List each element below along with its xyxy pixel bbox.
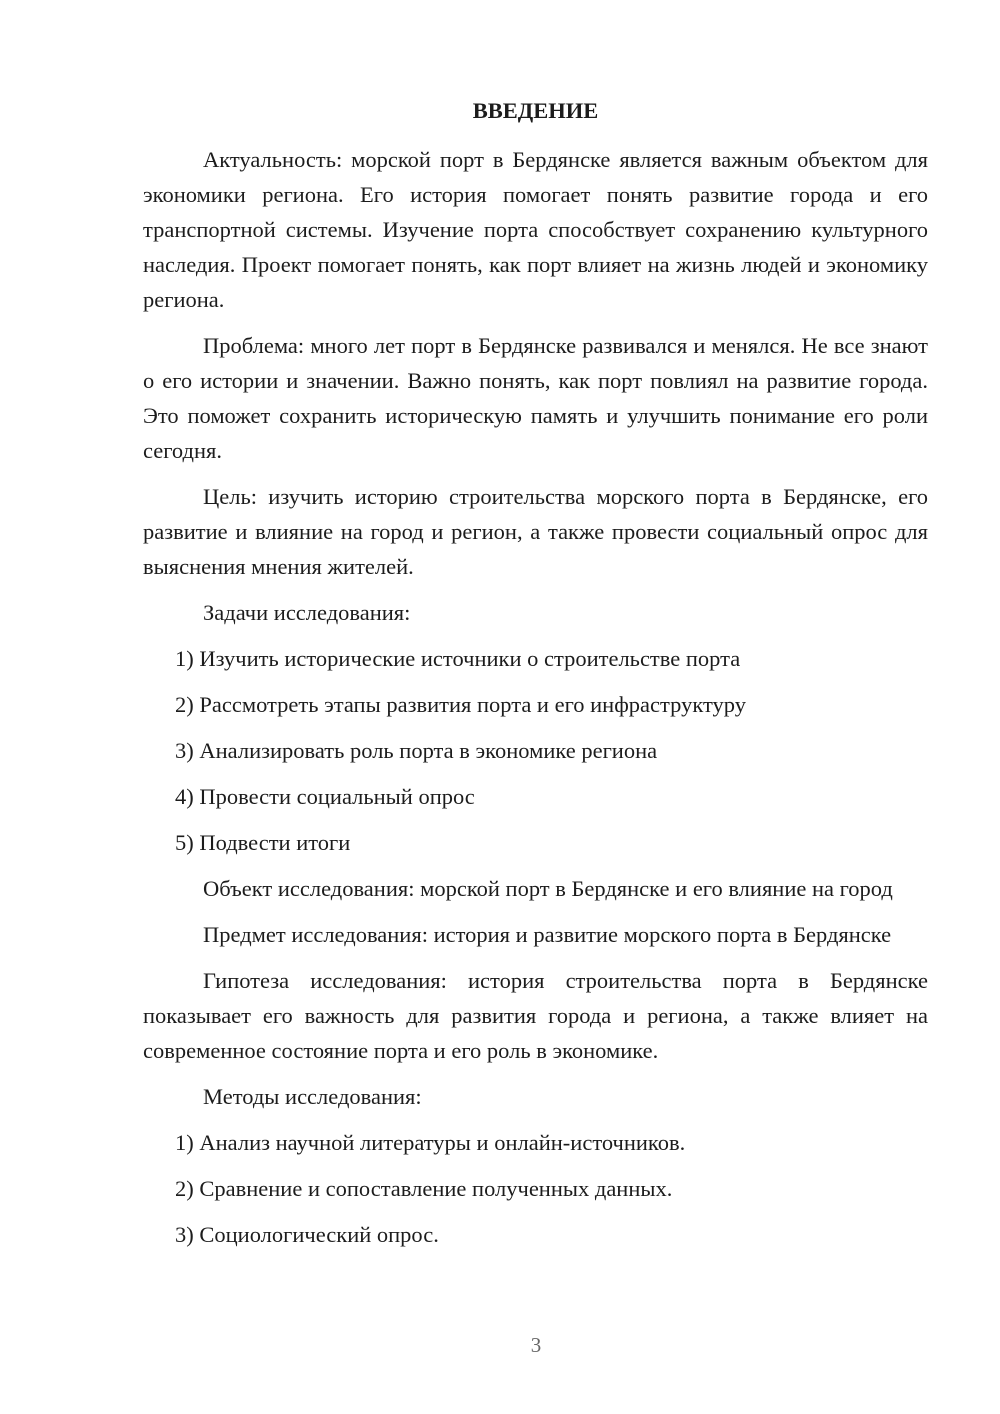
list-item: 2) Сравнение и сопоставление полученных данных. bbox=[175, 1176, 673, 1201]
section-title: ВВЕДЕНИЕ bbox=[472, 98, 599, 123]
paragraph-goal: Цель: изучить историю строительства морского порта в Бердянске, его развитие и влияние на город и регион, а также провести социальный опрос для выяснения мнения жителей. bbox=[143, 484, 928, 579]
list-item: 2) Рассмотреть этапы развития порта и его инфраструктуру bbox=[175, 692, 746, 717]
methods-heading: Методы исследования: bbox=[203, 1084, 422, 1109]
methods-list bbox=[143, 1125, 928, 1252]
paragraph-hypothesis: Гипотеза исследования: история строительства порта в Бердянске показывает его важность для развития города и региона, а также влияет на современное состояние порта и его роль в экономике. bbox=[143, 968, 928, 1063]
list-item: 1) Изучить исторические источники о строительстве порта bbox=[175, 646, 741, 671]
list-item: 5) Подвести итоги bbox=[175, 830, 351, 855]
list-item: 3) Социологический опрос. bbox=[175, 1222, 439, 1247]
page-number: 3 bbox=[530, 1333, 542, 1357]
page-content bbox=[143, 93, 928, 1263]
paragraph-problem: Проблема: много лет порт в Бердянске развивался и менялся. Не все знают о его истории и значении. Важно понять, как порт повлиял на развитие города. Это поможет сохранить историческую память и улучшить понимание его роли сегодня. bbox=[143, 333, 928, 463]
paragraph-subject: Предмет исследования: история и развитие морского порта в Бердянске bbox=[203, 922, 892, 947]
tasks-heading: Задачи исследования: bbox=[203, 600, 411, 625]
list-item: 3) Анализировать роль порта в экономике региона bbox=[175, 738, 658, 763]
list-item: 1) Анализ научной литературы и онлайн-источников. bbox=[175, 1130, 686, 1155]
paragraph-relevance: Актуальность: морской порт в Бердянске является важным объектом для экономики региона. Его история помогает понять развитие города и его транспортной системы. Изучение порта способствует сохранению культурного наследия. Проект помогает понять, как порт влияет на жизнь людей и экономику региона. bbox=[143, 147, 928, 312]
tasks-list bbox=[143, 641, 928, 860]
paragraph-object: Объект исследования: морской порт в Бердянске и его влияние на город bbox=[203, 876, 893, 901]
list-item: 4) Провести социальный опрос bbox=[175, 784, 475, 809]
